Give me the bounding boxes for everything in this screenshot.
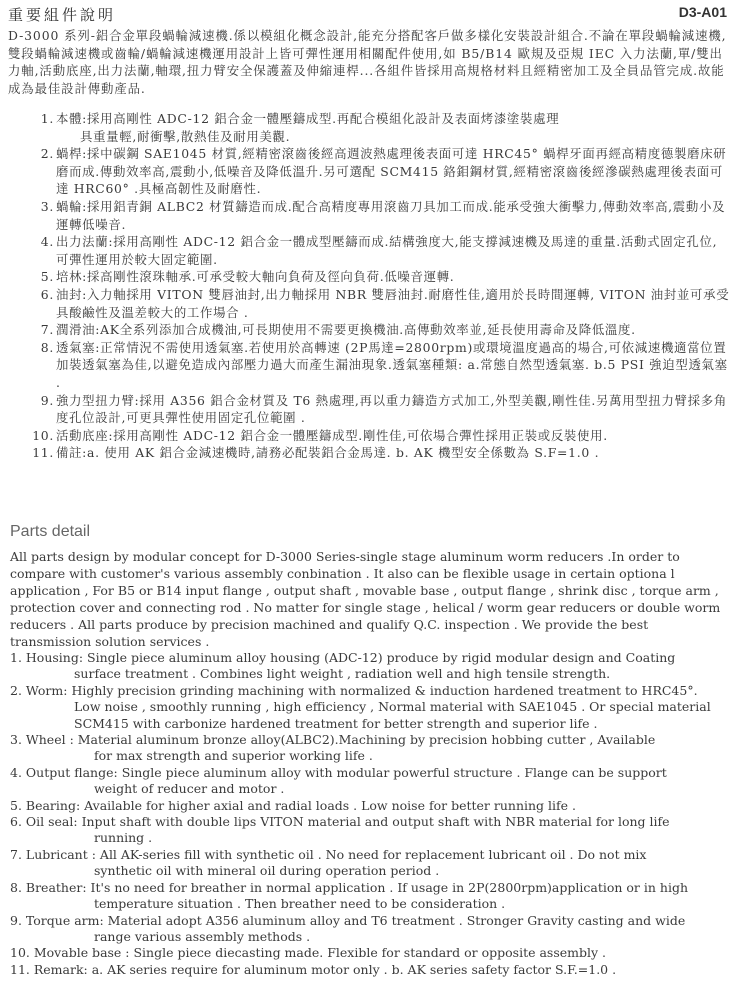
en-list-item: [10, 913, 726, 946]
en-list-item: [10, 814, 726, 847]
zh-list-item: [8, 427, 730, 445]
zh-item-text: 蝸輪:採用鋁青銅 ALBC2 材質鑄造而成.配合高精度專用滾齒刀具加工而成.能承受強大衝擊力,傳動效率高,震動小及運轉低噪音.: [56, 198, 726, 232]
en-list-item: [10, 650, 726, 683]
en-list-item: [10, 847, 726, 880]
en-intro-paragraph: All parts design by modular concept for D-3000 Series-single stage aluminum worm reducers .In order to compare with customer's various assembly conbination . It also can be flexible usage in certain optiona l application , For B5 or B14 input flange , output shaft , movable base , output flange , shrink disc , torque arm , protection cover and connecting rod . No matter for single stage , helical / worm gear reducers or double worm reducers . All parts produce by precision machined and qualify Q.C. inspection . We provide the best transmission solution services .: [10, 549, 721, 649]
en-list-item: [10, 945, 726, 961]
en-item-line: 11. Remark: a. AK series require for aluminum motor only . b. AK series safety factor S.F.=1.0 .: [10, 961, 617, 977]
zh-item-number: 1.: [40, 111, 54, 126]
zh-item-number: 11.: [32, 445, 54, 461]
zh-parts-list: [8, 110, 730, 462]
zh-list-item: [8, 444, 730, 462]
zh-item-text: 培林:採高剛性滾珠軸承.可承受較大軸向負荷及徑向負荷.低噪音運轉.: [56, 269, 455, 285]
zh-item-number: 9.: [40, 392, 54, 408]
en-item-continuation: running .: [94, 830, 153, 846]
zh-list-item: [8, 286, 730, 321]
zh-list-item: [8, 339, 730, 392]
en-item-line: 1. Housing: Single piece aluminum alloy housing (ADC-12) produce by rigid modular design and Coating: [10, 650, 676, 665]
zh-item-text: 油封:入力軸採用 VITON 雙唇油封,出力軸採用 NBR 雙唇油封.耐磨性佳,適用於長時間運轉, VITON 油封並可承受具酸鹼性及溫差較大的工作場合 .: [56, 286, 730, 320]
zh-item-number: 10.: [32, 427, 54, 443]
en-item-line: 2. Worm: Highly precision grinding machining with normalized & induction hardened treatment to HRC45°.: [10, 682, 698, 698]
en-item-continuation: synthetic oil with mineral oil during operation period .: [94, 863, 440, 879]
en-item-continuation: for max strength and superior working life .: [94, 748, 373, 764]
en-parts-list: [10, 650, 726, 978]
zh-list-item: [8, 321, 730, 339]
en-item-line: 6. Oil seal: Input shaft with double lips VITON material and output shaft with NBR material for long life: [10, 814, 670, 830]
en-list-item: [10, 683, 726, 732]
zh-item-text: 潤滑油:AK全系列添加合成機油,可長期使用不需要更換機油.高傳動效率並,延長使用壽命及降低溫度.: [56, 322, 636, 338]
en-list-item: [10, 798, 726, 814]
en-item-continuation: Low noise , smoothly running , high efficiency , Normal material with SAE1045 . Or special material SCM415 with carbonize hardened treatment for better strength and superior life .: [74, 699, 711, 731]
zh-item-number: 4.: [40, 234, 54, 250]
zh-item-number: 3.: [40, 198, 54, 214]
zh-item-text: 強力型扭力臂:採用 A356 鋁合金材質及 T6 熱處理,再以重力鑄造方式加工,外型美觀,剛性佳.另萬用型扭力臂採多角度孔位設計,可更具彈性使用固定孔位範圍 .: [56, 392, 727, 426]
en-item-line: 8. Breather: It's no need for breather in normal application . If usage in 2P(2800rpm)application or in high: [10, 879, 688, 895]
en-list-item: [10, 765, 726, 798]
zh-item-continuation: 具重量輕,耐衝擊,散熱佳及耐用美觀.: [80, 128, 291, 144]
zh-list-item: [8, 268, 730, 286]
zh-item-number: 2.: [40, 146, 54, 162]
zh-item-text: 備註:a. 使用 AK 鋁合金減速機時,請務必配裝鋁合金馬達. b. AK 機型安全係數為 S.F=1.0 .: [56, 445, 600, 461]
en-item-line: 4. Output flange: Single piece aluminum alloy with modular powerful structure . Flange can be support: [10, 764, 667, 780]
zh-list-item: [8, 198, 730, 233]
zh-item-text: 活動底座:採用高剛性 ADC-12 鋁合金一體壓鑄成型.剛性佳,可依場合彈性採用正裝或反裝使用.: [56, 427, 608, 443]
zh-item-number: 5.: [40, 269, 54, 285]
zh-item-number: 8.: [40, 339, 54, 355]
en-list-item: [10, 732, 726, 765]
zh-intro-paragraph: D-3000 系列-鋁合金單段蝸輪減速機.係以模組化概念設計,能充分搭配客戶做多樣化安裝設計組合.不論在單段蝸輪減速機,雙段蝸輪減速機或齒輪/蝸輪減速機運用設計上皆可彈性運用相關配件使用,如 B5/B14 歐規及亞規 IEC 入力法蘭,單/雙出力軸,活動底座,出力法蘭,軸環,扭力臂安全保護蓋及伸縮連桿...各組件皆採用高規格材料且經精密加工及全員品管完成.故能成為最佳設計傳動產品.: [8, 28, 727, 96]
zh-list-item: [8, 233, 730, 268]
en-item-continuation: weight of reducer and motor .: [94, 781, 285, 797]
en-item-continuation: temperature situation . Then breather need to be consideration .: [94, 896, 506, 912]
zh-item-text: 透氣塞:正常情況不需使用透氣塞.若使用於高轉速 (2P馬達=2800rpm)或環境溫度過高的場合,可依減速機適當位置加裝透氣塞為佳,以避免造成內部壓力過大而產生漏油現象.透氣塞種類: a.常態自然型透氣塞. b.5 PSI 強迫型透氣塞 .: [56, 339, 728, 390]
en-item-continuation: range various assembly methods .: [94, 928, 311, 944]
section-heading-en: Parts detail: [10, 523, 91, 540]
zh-list-item: [8, 145, 730, 198]
zh-list-item: [8, 392, 730, 427]
zh-item-text: [56, 110, 730, 145]
zh-item-text: 出力法蘭:採用高剛性 ADC-12 鋁合金一體成型壓鑄而成.結構強度大,能支撐減速機及馬達的重量.活動式固定孔位,可彈性運用於較大固定範圍.: [56, 234, 718, 267]
en-item-line: 10. Movable base : Single piece diecasting made. Flexible for standard or opposite assembly .: [10, 945, 607, 961]
zh-item-line: 本體:採用高剛性 ADC-12 鋁合金一體壓鑄成型.再配合模組化設計及表面烤漆塗裝處理: [56, 111, 560, 126]
zh-item-number: 6.: [40, 286, 54, 302]
en-item-line: 5. Bearing: Available for higher axial and radial loads . Low noise for better running life .: [10, 797, 576, 813]
en-item-line: 3. Wheel : Material aluminum bronze alloy(ALBC2).Machining by precision hobbing cutter , Available: [10, 732, 656, 748]
page-code: D3-A01: [678, 4, 727, 20]
en-list-item: [10, 962, 726, 978]
en-item-line: 9. Torque arm: Material adopt A356 aluminum alloy and T6 treatment . Stronger Gravity casting and wide: [10, 912, 686, 928]
zh-item-text: 蝸桿:採中碳鋼 SAE1045 材質,經精密滾齒後經高週波熱處理後表面可達 HRC45° 蝸桿牙面再經高精度德製磨床研磨而成.傳動效率高,震動小,低噪音及降低溫升.另可選配 SCM415 鉻鉬鋼材質,經精密滾齒後經滲碳熱處理後表面可達 HRC60° .具極高韌性及耐磨性.: [56, 146, 727, 197]
en-list-item: [10, 880, 726, 913]
zh-item-number: 7.: [40, 322, 54, 338]
en-item-continuation: surface treatment . Combines light weight , radiation well and high tensile strength.: [74, 666, 611, 682]
en-item-line: 7. Lubricant : All AK-series fill with synthetic oil . No need for replacement lubricant oil . Do not mix: [10, 846, 647, 862]
zh-list-item: [8, 110, 730, 145]
page-title-zh: 重要組件說明: [8, 6, 117, 24]
